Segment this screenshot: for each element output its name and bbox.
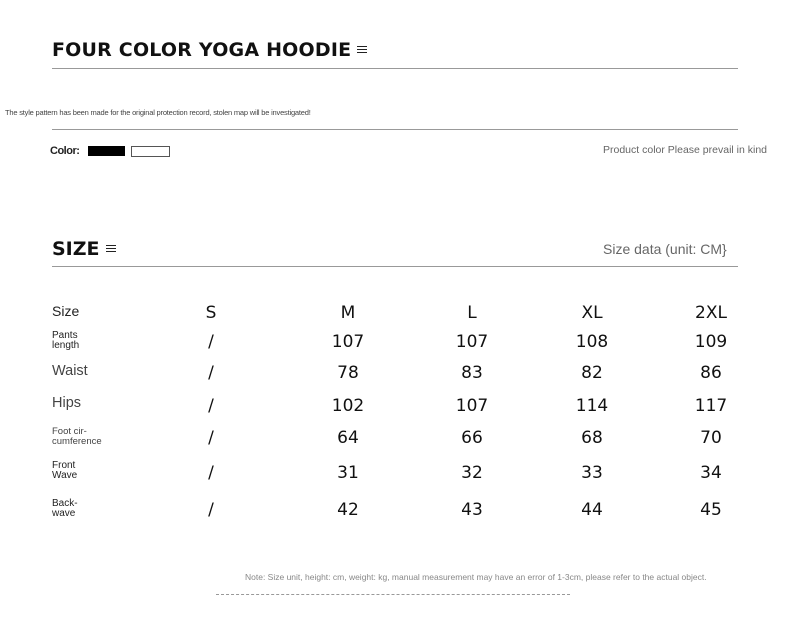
table-cell: 70	[700, 428, 722, 448]
table-cell: /	[208, 396, 214, 416]
footnote-divider	[216, 594, 570, 595]
table-cell: 107	[455, 332, 489, 352]
color-swatch-black[interactable]	[88, 146, 125, 156]
notice-divider	[52, 129, 738, 130]
product-color-note: Product color Please prevail in kind	[603, 144, 768, 156]
size-divider	[52, 266, 738, 267]
table-cell: 43	[461, 500, 483, 520]
table-cell: 64	[337, 428, 359, 448]
table-cell: 44	[581, 500, 603, 520]
row-label-back-wave: Back- wave	[52, 498, 78, 519]
row-label-waist: Waist	[52, 363, 88, 379]
table-cell: 34	[700, 463, 722, 483]
table-cell: 108	[575, 332, 609, 352]
table-cell: /	[208, 428, 214, 448]
color-label: Color:	[50, 145, 80, 157]
table-cell: 86	[700, 363, 722, 383]
row-label-hips: Hips	[52, 395, 82, 411]
table-cell: 82	[581, 363, 603, 383]
column-header-2xl: 2XL	[695, 303, 727, 323]
table-cell: 33	[581, 463, 603, 483]
table-cell: 114	[575, 396, 609, 416]
table-cell: /	[208, 332, 214, 352]
size-section-title	[52, 238, 116, 260]
table-cell: /	[208, 363, 214, 383]
color-swatch-white[interactable]	[131, 146, 170, 157]
copyright-notice: The style pattern has been made for the original protection record, stolen map will be investigated!	[5, 108, 311, 117]
table-cell: 107	[455, 396, 489, 416]
table-cell: 109	[694, 332, 728, 352]
table-cell: 107	[331, 332, 365, 352]
row-label-pants-length: Pants length	[52, 330, 80, 351]
table-cell: 117	[694, 396, 728, 416]
title-divider	[52, 68, 738, 69]
table-cell: 66	[461, 428, 483, 448]
table-cell: 78	[337, 363, 359, 383]
column-header-l: L	[467, 303, 477, 323]
page-title	[52, 39, 367, 61]
menu-icon	[106, 245, 116, 253]
column-header-s: S	[205, 303, 217, 323]
table-cell: 32	[461, 463, 483, 483]
table-cell: 31	[337, 463, 359, 483]
row-label-front-wave: Front Wave	[52, 460, 78, 481]
table-cell: /	[208, 500, 214, 520]
row-label-foot-circumference: Foot cir- cumference	[52, 426, 102, 447]
table-cell: 42	[337, 500, 359, 520]
size-header-label: Size	[52, 303, 80, 319]
size-title-text: SIZE	[52, 238, 100, 260]
measurement-footnote: Note: Size unit, height: cm, weight: kg, manual measurement may have an error of 1-3cm, please refer to the actual object.	[245, 572, 707, 582]
table-cell: 68	[581, 428, 603, 448]
page-title-text: FOUR COLOR YOGA HOODIE	[52, 39, 352, 61]
table-cell: /	[208, 463, 214, 483]
menu-icon	[357, 46, 367, 54]
table-cell: 83	[461, 363, 483, 383]
column-header-m: M	[340, 303, 356, 323]
table-cell: 45	[700, 500, 722, 520]
column-header-xl: XL	[581, 303, 603, 323]
size-unit-note: Size data (unit: CM}	[603, 241, 727, 257]
table-cell: 102	[331, 396, 365, 416]
